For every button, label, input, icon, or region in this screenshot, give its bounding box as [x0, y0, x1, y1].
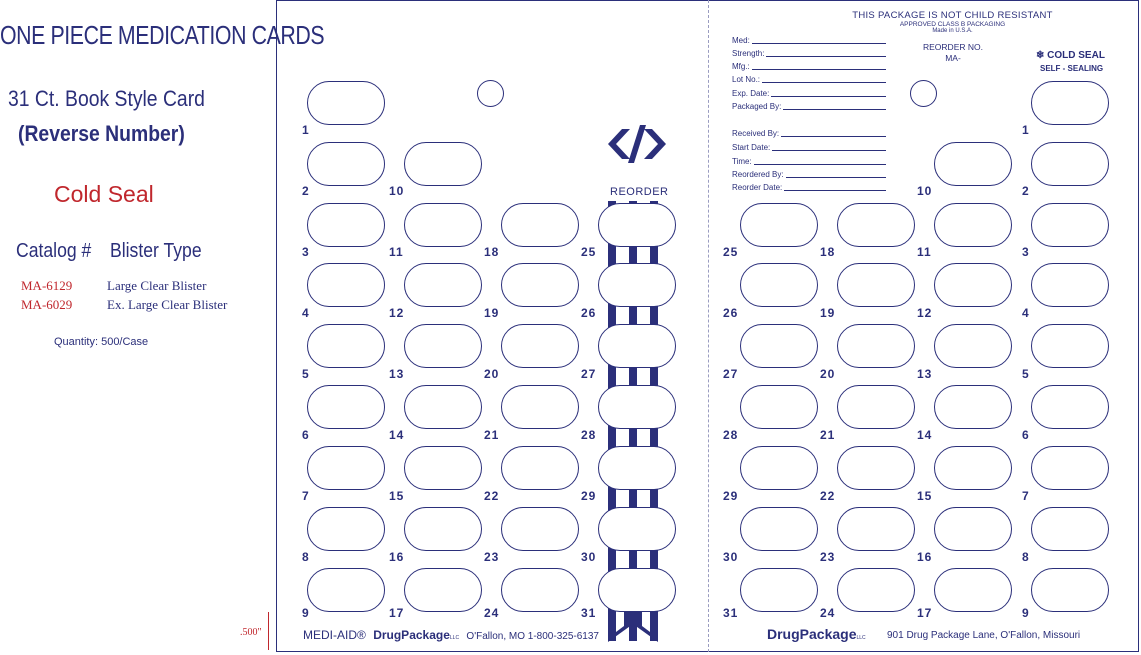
- blister-cell: [837, 203, 915, 247]
- blister-cell: [501, 446, 579, 490]
- blister-cell: [598, 203, 676, 247]
- footer-right-address: 901 Drug Package Lane, O'Fallon, Missouri: [887, 630, 1081, 641]
- blister-number: 6: [302, 428, 310, 442]
- blister-cell: [501, 568, 579, 612]
- form-field-label: Start Date:: [732, 143, 771, 152]
- blister-number: 8: [1022, 550, 1030, 564]
- blister-cell: [740, 507, 818, 551]
- blister-number: 15: [917, 489, 933, 503]
- blister-cell: [307, 385, 385, 429]
- blister-number: 23: [820, 550, 836, 564]
- blister-number: 9: [1022, 606, 1030, 620]
- blister-number: 27: [581, 367, 597, 381]
- blister-cell: [1031, 81, 1109, 125]
- blister-number: 17: [917, 606, 933, 620]
- blister-cell: [404, 385, 482, 429]
- blister-cell: [1031, 263, 1109, 307]
- footer-right-company: [767, 626, 866, 642]
- blister-cell: [598, 385, 676, 429]
- blister-number: 25: [581, 245, 597, 259]
- form-field-line[interactable]: [752, 69, 886, 70]
- blister-cell: [307, 446, 385, 490]
- form-field-label: Exp. Date:: [732, 89, 770, 98]
- blister-cell: [307, 142, 385, 186]
- form-field-line[interactable]: [772, 150, 886, 151]
- blister-type-header: Blister Type: [110, 240, 202, 262]
- footer-left: [303, 628, 599, 642]
- company-address: O'Fallon, MO 1-800-325-6137: [466, 631, 599, 642]
- blister-number: 1: [1022, 123, 1030, 137]
- blister-number: 5: [1022, 367, 1030, 381]
- blister-cell: [740, 446, 818, 490]
- blister-number: 24: [484, 606, 500, 620]
- blister-number: 21: [484, 428, 500, 442]
- blister-cell: [307, 324, 385, 368]
- blister-cell: [934, 203, 1012, 247]
- form-field-label: Reorder Date:: [732, 183, 783, 192]
- blister-number: 24: [820, 606, 836, 620]
- blister-number: 19: [820, 306, 836, 320]
- blister-cell: [501, 263, 579, 307]
- blister-cell: [307, 81, 385, 125]
- form-field-label: Packaged By:: [732, 102, 782, 111]
- blister-number: 8: [302, 550, 310, 564]
- form-field[interactable]: [732, 89, 886, 98]
- form-field-line[interactable]: [766, 56, 886, 57]
- form-field[interactable]: [732, 157, 886, 166]
- card-style-label: 31 Ct. Book Style Card: [8, 86, 205, 111]
- blister-number: 2: [302, 184, 310, 198]
- form-field-label: Reordered By:: [732, 170, 784, 179]
- blister-cell: [837, 263, 915, 307]
- blister-cell: [598, 507, 676, 551]
- blister-number: 4: [302, 306, 310, 320]
- blister-cell: [934, 507, 1012, 551]
- blister-cell: [837, 568, 915, 612]
- blister-number: 20: [820, 367, 836, 381]
- blister-cell: [404, 203, 482, 247]
- blister-number: 30: [581, 550, 597, 564]
- dimension-label: .500": [240, 627, 262, 638]
- blister-number: 3: [302, 245, 310, 259]
- blister-number: 16: [917, 550, 933, 564]
- dimension-line: [268, 612, 269, 650]
- blister-cell: [934, 385, 1012, 429]
- blister-cell: [404, 263, 482, 307]
- blister-cell: [307, 507, 385, 551]
- blister-cell: [740, 203, 818, 247]
- notice-line: THIS PACKAGE IS NOT CHILD RESISTANT: [852, 10, 1053, 21]
- blister-number: 15: [389, 489, 405, 503]
- blister-type: Large Clear Blister: [107, 278, 207, 293]
- form-field[interactable]: [732, 62, 886, 71]
- blister-cell: [598, 568, 676, 612]
- blister-number: 20: [484, 367, 500, 381]
- blister-cell: [1031, 385, 1109, 429]
- blister-number: 13: [917, 367, 933, 381]
- blister-number: 3: [1022, 245, 1030, 259]
- blister-number: 29: [723, 489, 739, 503]
- blister-number: 26: [581, 306, 597, 320]
- reorder-label: REORDER: [610, 186, 669, 198]
- blister-number: 25: [723, 245, 739, 259]
- hang-hole: [910, 80, 937, 107]
- form-field[interactable]: [732, 102, 886, 111]
- blister-cell: [837, 324, 915, 368]
- blister-number: 10: [917, 184, 933, 198]
- blister-cell: [598, 446, 676, 490]
- blister-number: 22: [484, 489, 500, 503]
- blister-cell: [598, 324, 676, 368]
- blister-number: 6: [1022, 428, 1030, 442]
- blister-cell: [598, 263, 676, 307]
- company-name: DrugPackage: [373, 628, 450, 642]
- form-field-line[interactable]: [754, 164, 886, 165]
- form-field-label: Received By:: [732, 129, 780, 138]
- blister-cell: [1031, 507, 1109, 551]
- blister-cell: [1031, 203, 1109, 247]
- blister-cell: [934, 324, 1012, 368]
- reorder-number-prefix: MA-: [945, 53, 961, 63]
- form-field[interactable]: [732, 36, 886, 45]
- blister-cell: [404, 568, 482, 612]
- notice-line: Made in U.S.A.: [932, 28, 973, 34]
- reorder-number-label: REORDER NO.: [923, 42, 983, 52]
- blister-cell: [1031, 568, 1109, 612]
- form-field[interactable]: [732, 183, 886, 192]
- numbering-label: (Reverse Number): [18, 121, 185, 146]
- blister-number: 28: [581, 428, 597, 442]
- blister-number: 4: [1022, 306, 1030, 320]
- blister-cell: [837, 446, 915, 490]
- blister-number: 30: [723, 550, 739, 564]
- blister-number: 17: [389, 606, 405, 620]
- form-field[interactable]: [732, 49, 886, 58]
- company-suffix: LLC: [449, 635, 460, 641]
- blister-number: 7: [302, 489, 310, 503]
- blister-cell: [1031, 142, 1109, 186]
- cold-seal-logo: ❄ COLD SEAL: [1036, 50, 1105, 61]
- blister-cell: [934, 568, 1012, 612]
- blister-number: 21: [820, 428, 836, 442]
- form-field[interactable]: [732, 143, 886, 152]
- catalog-code: MA-6129: [21, 278, 73, 293]
- logo-icon: [606, 123, 668, 165]
- blister-cell: [1031, 324, 1109, 368]
- blister-cell: [501, 324, 579, 368]
- form-field-line[interactable]: [786, 177, 886, 178]
- form-field[interactable]: [732, 75, 886, 84]
- blister-cell: [740, 263, 818, 307]
- reorder-number: [908, 42, 998, 64]
- fold-line: [708, 0, 709, 652]
- blister-number: 12: [917, 306, 933, 320]
- form-field-line[interactable]: [752, 43, 886, 44]
- seal-type-label: Cold Seal: [54, 181, 154, 207]
- self-sealing-label: SELF - SEALING: [1040, 64, 1104, 73]
- blister-cell: [307, 263, 385, 307]
- blister-cell: [501, 203, 579, 247]
- blister-number: 31: [723, 606, 739, 620]
- blister-number: 13: [389, 367, 405, 381]
- blister-number: 23: [484, 550, 500, 564]
- company-suffix: LLC: [856, 635, 866, 641]
- blister-cell: [501, 507, 579, 551]
- blister-number: 14: [917, 428, 933, 442]
- form-field-line[interactable]: [784, 190, 886, 191]
- blister-cell: [1031, 446, 1109, 490]
- form-field-label: Strength:: [732, 49, 765, 58]
- blister-cell: [740, 324, 818, 368]
- blister-cell: [404, 142, 482, 186]
- blister-cell: [934, 446, 1012, 490]
- child-resistance-notice: [840, 10, 1065, 34]
- blister-number: 14: [389, 428, 405, 442]
- blister-cell: [404, 507, 482, 551]
- blister-cell: [837, 507, 915, 551]
- catalog-code: MA-6029: [21, 297, 73, 312]
- blister-number: 18: [820, 245, 836, 259]
- blister-number: 29: [581, 489, 597, 503]
- blister-cell: [740, 568, 818, 612]
- form-field-label: Med:: [732, 36, 750, 45]
- blister-cell: [934, 142, 1012, 186]
- blister-number: 28: [723, 428, 739, 442]
- blister-cell: [307, 203, 385, 247]
- hang-hole: [477, 80, 504, 107]
- blister-cell: [404, 446, 482, 490]
- blister-number: 11: [917, 245, 932, 259]
- blister-number: 31: [581, 606, 597, 620]
- company-name: DrugPackage: [767, 626, 857, 642]
- blister-cell: [501, 385, 579, 429]
- blister-number: 1: [302, 123, 310, 137]
- catalog-header: Catalog #: [16, 240, 92, 262]
- form-field-label: Lot No.:: [732, 75, 761, 84]
- page-title: ONE PIECE MEDICATION CARDS: [0, 20, 325, 50]
- blister-cell: [404, 324, 482, 368]
- form-field[interactable]: [732, 170, 886, 179]
- blister-number: 27: [723, 367, 739, 381]
- notice-line: APPROVED CLASS B PACKAGING: [899, 21, 1006, 28]
- form-field-line[interactable]: [762, 82, 886, 83]
- form-field-line[interactable]: [783, 109, 886, 110]
- blister-number: 16: [389, 550, 405, 564]
- blister-type: Ex. Large Clear Blister: [107, 297, 228, 312]
- blister-number: 7: [1022, 489, 1030, 503]
- blister-cell: [740, 385, 818, 429]
- blister-number: 9: [302, 606, 310, 620]
- blister-number: 12: [389, 306, 405, 320]
- blister-number: 2: [1022, 184, 1030, 198]
- brand-name: MEDI-AID®: [303, 628, 366, 642]
- blister-number: 10: [389, 184, 405, 198]
- quantity-label: Quantity: 500/Case: [54, 336, 149, 348]
- blister-number: 18: [484, 245, 500, 259]
- blister-number: 11: [389, 245, 404, 259]
- form-field-label: Time:: [732, 157, 752, 166]
- blister-number: 5: [302, 367, 310, 381]
- blister-number: 22: [820, 489, 836, 503]
- blister-number: 19: [484, 306, 500, 320]
- blister-cell: [934, 263, 1012, 307]
- form-field-line[interactable]: [771, 96, 886, 97]
- form-field-label: Mfg.:: [732, 62, 750, 71]
- blister-number: 26: [723, 306, 739, 320]
- form-field-line[interactable]: [781, 136, 886, 137]
- blister-cell: [307, 568, 385, 612]
- blister-cell: [837, 385, 915, 429]
- form-field[interactable]: [732, 129, 886, 138]
